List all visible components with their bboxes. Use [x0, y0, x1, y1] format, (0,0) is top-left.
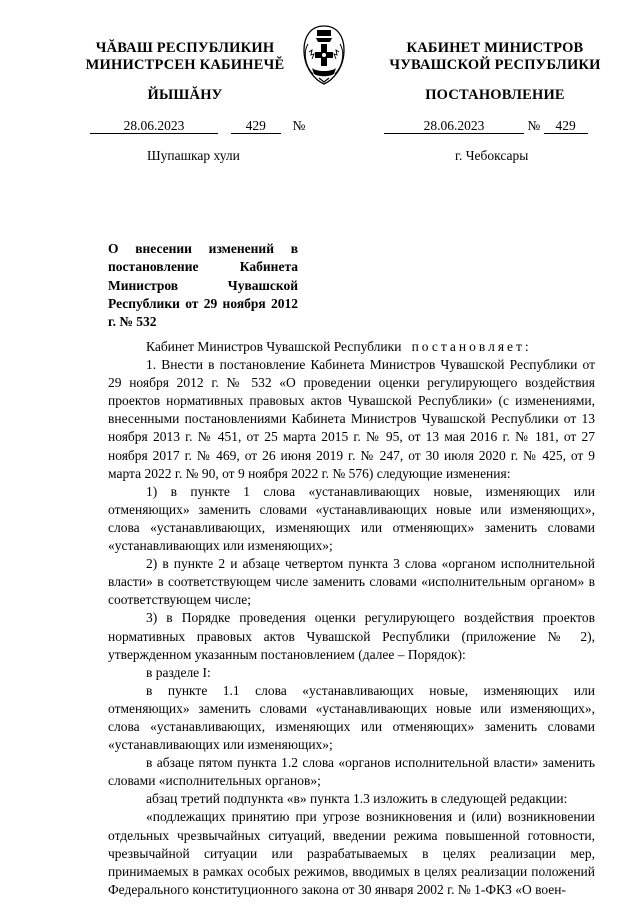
paragraph: «подлежащих принятию при угрозе возникновения и (или) возникновении отдельных чрезвычайных ситуаций, введении режима повышенной готовности, чрезвычайной ситуации или разрабатываемых в целях реализации мер, принимаемых в рамках особых режимов, вводимых в целях реализации положений Федерального конституционного закона от 30 января 2002 г. № 1-ФКЗ «О воен-	[108, 809, 595, 897]
paragraph: 3) в Порядке проведения оценки регулирующего воздействия проектов нормативных правовых актов Чувашской Республики (приложение № 2), утвержденном указанным постановлением (далее – Порядок):	[108, 610, 595, 662]
document-body	[108, 338, 595, 899]
paragraph: в пункте 1.1 слова «устанавливающих новые, изменяющих или отменяющих» заменить словами «устанавливающих новые или изменяющих», слова «устанавливающих, изменяющих или отменяющих» заменить словами «устанавливающих или изменяющих»;	[108, 682, 595, 753]
chuvash-emblem-icon	[299, 22, 349, 86]
document-title: О внесении изменений в постановление Кабинета Министров Чувашской Республики от 29 ноября 2012 г. № 532	[108, 241, 298, 330]
left-number: 429	[231, 118, 281, 134]
intro-main: Кабинет Министров Чувашской Республики	[146, 339, 402, 354]
paragraph: в абзаце пятом пункта 1.2 слова «органов исполнительной власти» заменить словами «исполнительных органов»;	[108, 755, 595, 789]
right-header-org	[375, 40, 615, 74]
right-date: 28.06.2023	[384, 118, 524, 134]
paragraph: 1) в пункте 1 слова «устанавливающих новые, изменяющих или отменяющих» заменить словами «устанавливающих новые или изменяющих», слова «устанавливающих, изменяющих или отменяющих» заменить словами «устанавливающих или изменяющих»;	[108, 483, 595, 554]
left-header-org	[60, 40, 310, 74]
right-number-sign: №	[527, 118, 541, 133]
left-date: 28.06.2023	[90, 118, 218, 134]
intro-line	[108, 338, 595, 356]
paragraph: абзац третий подпункта «в» пункта 1.3 изложить в следующей редакции:	[146, 791, 568, 807]
left-place: Шупашкар хули	[147, 148, 240, 163]
paragraph: 1. Внести в постановление Кабинета Министров Чувашской Республики от 29 ноября 2012 г. № 532 «О проведении оценки регулирующего воздействия проектов нормативных правовых актов Чувашской Республики» (с изменениями, внесенными постановлениями Кабинета Министров Чувашской Республики от 13 ноября 2013 г. № 451, от 25 марта 2015 г. № 95, от 13 мая 2016 г. № 181, от 27 ноября 2017 г. № 469, от 26 июня 2019 г. № 247, от 30 июля 2020 г. № 425, от 9 марта 2022 г. № 90, от 9 ноября 2022 г. № 576) следующие изменения:	[108, 357, 595, 481]
right-place: г. Чебоксары	[455, 148, 529, 163]
intro-verb: постановляет:	[411, 339, 532, 354]
right-header-line1: КАБИНЕТ МИНИСТРОВ	[406, 40, 584, 56]
left-date-number-line	[90, 118, 305, 134]
left-header-line2: МИНИСТРСЕН КАБИНЕЧĔ	[85, 57, 285, 73]
paragraph: 2) в пункте 2 и абзаце четвертом пункта 3 слова «органом исполнительной власти» в соответствующем числе заменить словами «исполнительным органом» в соответствующем числе;	[108, 556, 595, 608]
right-date-number-line	[384, 118, 588, 134]
right-number: 429	[544, 118, 588, 134]
right-doctype: ПОСТАНОВЛЕНИЕ	[425, 87, 565, 103]
left-number-sign: №	[292, 118, 306, 133]
paragraph: в разделе I:	[146, 664, 211, 680]
left-header-line1: ЧĂВАШ РЕСПУБЛИКИН	[95, 40, 275, 56]
right-header-line2: ЧУВАШСКОЙ РЕСПУБЛИКИ	[389, 57, 601, 73]
left-doctype: ЙЫШĂНУ	[147, 87, 223, 103]
